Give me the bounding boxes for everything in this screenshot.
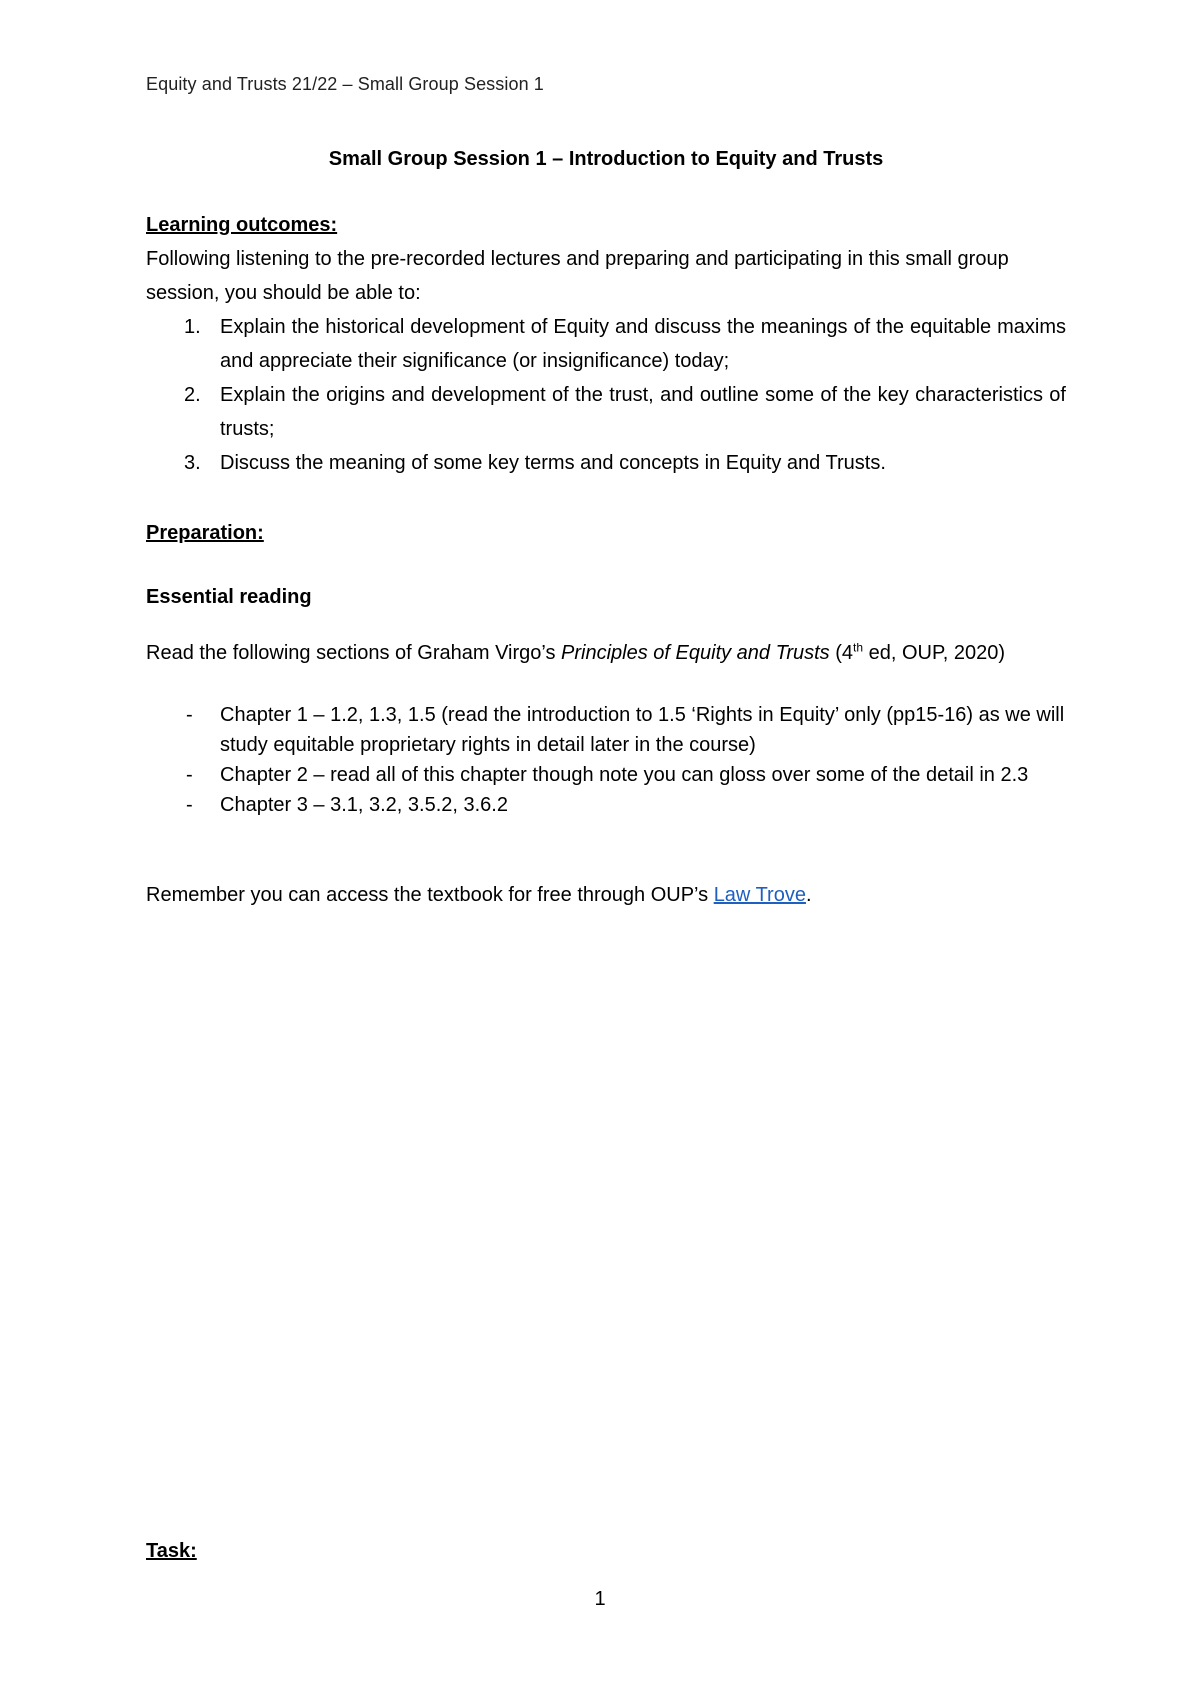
remember-note: [146, 878, 1066, 912]
learning-outcomes-section: [146, 208, 1066, 242]
list-item: [146, 790, 1066, 820]
list-item-number: 3.: [184, 452, 201, 474]
reading-intro-edition: (4: [829, 642, 854, 664]
edition-superscript: th: [853, 640, 864, 655]
list-bullet: -: [186, 794, 193, 816]
learning-outcomes-heading: Learning outcomes:: [146, 214, 338, 236]
reading-list: [146, 700, 1066, 820]
reading-intro: [146, 638, 1066, 668]
law-trove-link[interactable]: Law Trove: [713, 884, 806, 906]
essential-reading-heading: Essential reading: [146, 586, 312, 608]
preparation-heading: Preparation:: [146, 522, 264, 544]
list-item-number: 2.: [184, 384, 201, 406]
list-item: [146, 446, 1066, 480]
task-section: [146, 1534, 1066, 1568]
list-item-text: Discuss the meaning of some key terms and concepts in Equity and Trusts.: [220, 452, 886, 474]
book-title: Principles of Equity and Trusts: [561, 642, 830, 664]
document-title: Small Group Session 1 – Introduction to Equity and Trusts: [328, 148, 884, 170]
list-item: [146, 378, 1066, 446]
reading-intro-prefix: Read the following sections of Graham Virgo’s: [146, 642, 562, 664]
list-item-text: Explain the historical development of Equity and discuss the meanings of the equitable maxims and appreciate their significance (or insignificance) today;: [220, 316, 1066, 372]
list-item: [146, 700, 1066, 760]
list-item-text: Explain the origins and development of the trust, and outline some of the key characteristics of trusts;: [220, 384, 1066, 440]
list-item-text: Chapter 3 – 3.1, 3.2, 3.5.2, 3.6.2: [220, 794, 508, 816]
list-item: [146, 310, 1066, 378]
list-item-number: 1.: [184, 316, 201, 338]
list-bullet: -: [186, 704, 193, 726]
list-bullet: -: [186, 764, 193, 786]
remember-suffix: .: [805, 884, 812, 906]
learning-outcomes-list: [146, 310, 1066, 480]
remember-prefix: Remember you can access the textbook for free through OUP’s: [146, 884, 714, 906]
list-item: [146, 760, 1066, 790]
list-item-text: Chapter 1 – 1.2, 1.3, 1.5 (read the introduction to 1.5 ‘Rights in Equity’ only (pp15-16) as we will study equitable proprietary rights in detail later in the course): [220, 704, 1065, 756]
task-heading: Task:: [146, 1540, 197, 1562]
page-number: 1: [594, 1588, 606, 1610]
page-header: Equity and Trusts 21/22 – Small Group Session 1: [146, 74, 544, 94]
list-item-text: Chapter 2 – read all of this chapter though note you can gloss over some of the detail in 2.3: [220, 764, 1029, 786]
preparation-section: [146, 516, 1066, 550]
learning-outcomes-intro: Following listening to the pre-recorded lectures and preparing and participating in this small group session, you should be able to:: [146, 248, 1009, 304]
reading-intro-suffix: ed, OUP, 2020): [863, 642, 1005, 664]
